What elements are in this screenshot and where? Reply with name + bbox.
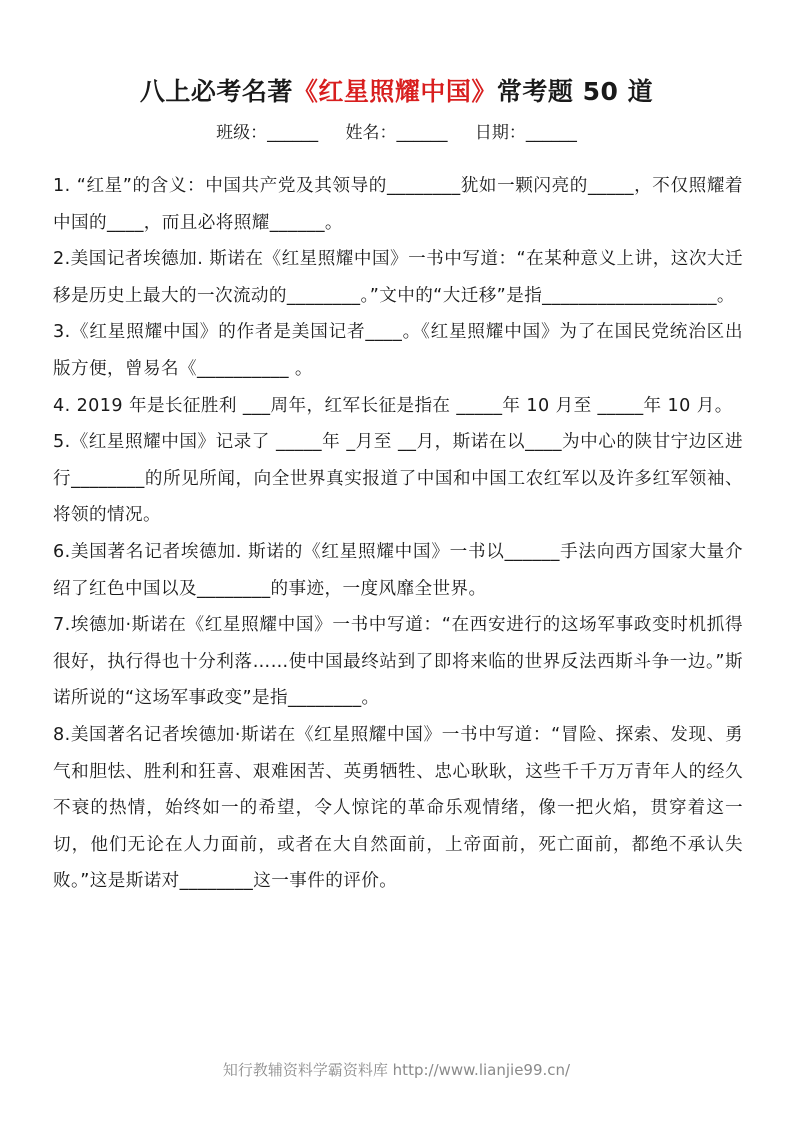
title-book-name: 《红星照耀中国》 [292,77,497,106]
question-list [53,168,743,900]
page-footer: 知行教辅资料学霸资料库 http://www.lianjie99.cn/ [222,1061,571,1079]
class-field: 班级：______ [216,123,319,143]
question-6: 6.美国著名记者埃德加. 斯诺的《红星照耀中国》一书以______手法向西方国家大量介绍了红色中国以及________的事迹，一度风靡全世界。 [53,541,743,599]
question-1: 1. “红星”的含义：中国共产党及其领导的________犹如一颗闪亮的_____，不仅照耀着中国的____，而且必将照耀______。 [53,176,743,233]
question-7: 7.埃德加·斯诺在《红星照耀中国》一书中写道：“在西安进行的这场军事政变时机抓得很好，执行得也十分利落……使中国最终站到了即将来临的世界反法西斯斗争一边。”斯诺所说的“这场军事政变”是指________。 [53,615,743,709]
question-2: 2.美国记者埃德加. 斯诺在《红星照耀中国》一书中写道：“在某种意义上讲，这次大迁移是历史上最大的一次流动的________。”文中的“大迁移”是指___________________。 [53,249,743,306]
title-prefix: 八上必考名著 [139,77,293,106]
question-8: 8.美国著名记者埃德加·斯诺在《红星照耀中国》一书中写道：“冒险、探索、发现、勇气和胆怯、胜利和狂喜、艰难困苦、英勇牺牲、忠心耿耿，这些千千万万青年人的经久不衰的热情，始终如一的希望，令人惊诧的革命乐观情绪，像一把火焰，贯穿着这一切，他们无论在人力面前，或者在大自然面前，上帝面前，死亡面前，都绝不承认失败。”这是斯诺对________这一事件的评价。 [53,724,743,892]
date-field: 日期：______ [474,123,577,143]
question-3: 3.《红星照耀中国》的作者是美国记者____。《红星照耀中国》为了在国民党统治区出版方便，曾易名《__________ 。 [53,322,743,379]
question-4: 4. 2019 年是长征胜利 ___周年，红军长征是指在 _____年 10 月至 _____年 10 月。 [53,395,733,416]
page-title [0,72,793,108]
title-suffix: 常考题 50 道 [496,77,654,106]
name-field: 姓名：______ [345,123,448,143]
question-5: 5.《红星照耀中国》记录了 _____年 _月至 __月，斯诺在以____为中心的陕甘宁边区进行________的所见所闻，向全世界真实报道了中国和中国工农红军以及许多红军领袖、将领的情况。 [53,432,743,526]
student-info-line [0,118,793,143]
